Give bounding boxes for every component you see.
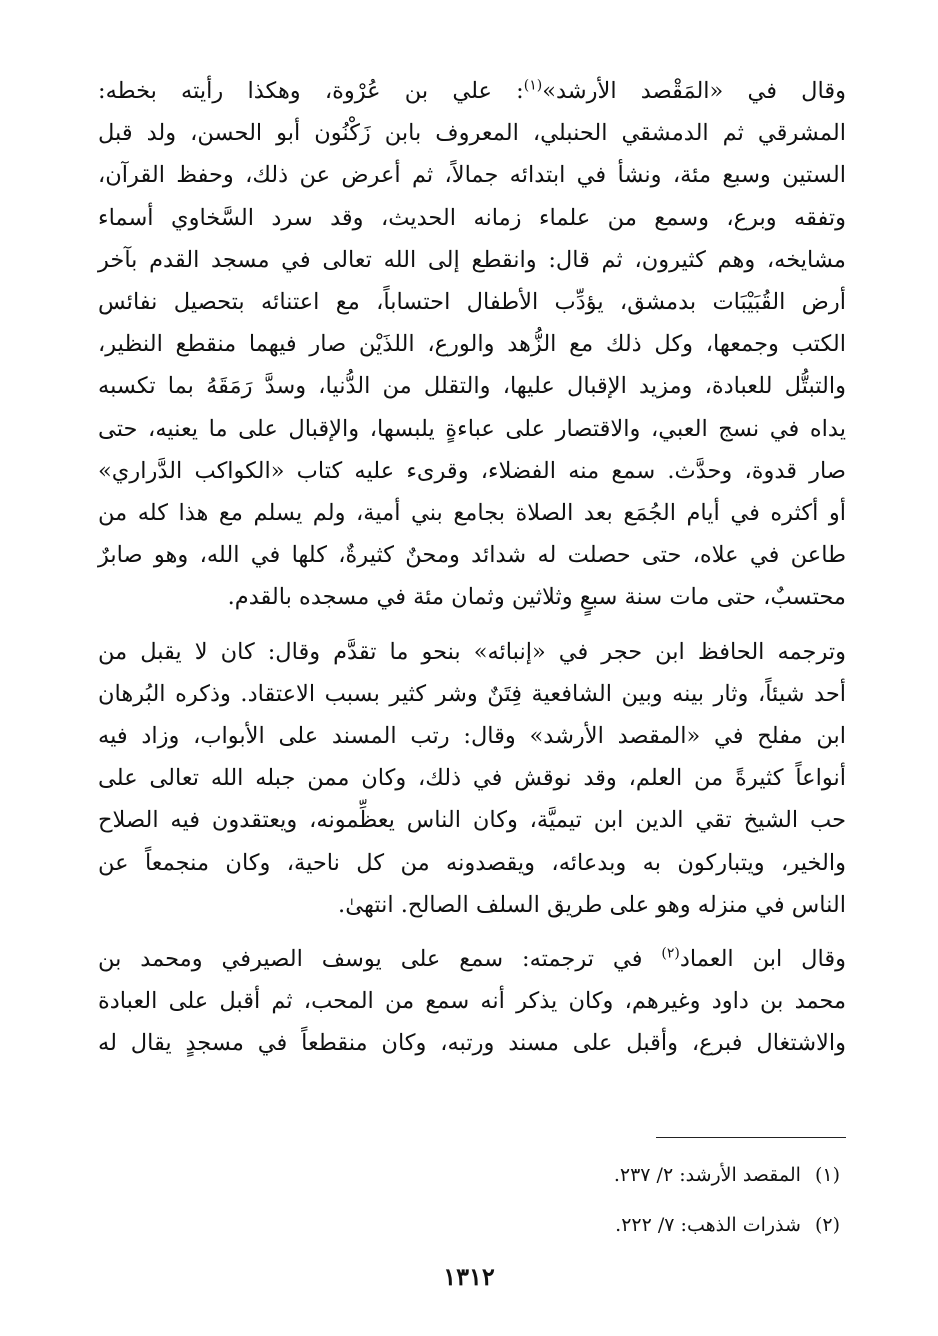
- footnote-ref-2[interactable]: (٢): [661, 945, 680, 962]
- footnote-separator: [656, 1137, 846, 1138]
- text-line: الستين وسبع مئة، ونشأ في ابتدائه جمالاً، ثم أعرض عن ذلك، وحفظ القرآن،: [98, 162, 846, 189]
- text-line: والاشتغال فبرع، وأقبل على مسند ورتبه، وكان منقطعاً في مسجدٍ يقال له: [98, 1030, 846, 1057]
- line-segment: في ترجمته: سمع على يوسف الصيرفي ومحمد بن: [98, 946, 662, 973]
- line-segment: وقال ابن العماد: [679, 946, 846, 973]
- text-line: المشرقي ثم الدمشقي الحنبلي، المعروف بابن زَكْنُون أبو الحسن، ولد قبل: [98, 120, 846, 147]
- page-number: ١٣١٢: [443, 1262, 495, 1291]
- line-segment: وقال في «المَقْصد الأرشد»: [542, 78, 846, 104]
- text-line: الناس في منزله وهو على طريق السلف الصالح. انتهىٰ.: [338, 891, 846, 918]
- text-line: طاعن في علاه، حتى حصلت له شدائد ومحنٌ كثيرةٌ، كلها في الله، وهو صابرٌ: [98, 542, 846, 569]
- text-line: أرض القُبَيْبَات بدمشق، يؤدِّب الأطفال احتساباً، مع اعتنائه بتحصيل نفائس: [98, 289, 846, 316]
- text-line: صار قدوة، وحدَّث. سمع منه الفضلاء، وقرىء عليه كتاب «الكواكب الدَّراري»: [98, 457, 846, 484]
- main-text: [98, 70, 846, 1065]
- footnote-number: (٢): [814, 1214, 840, 1236]
- text-line: أحد شيئاً، وثار بينه وبين الشافعية فِتَنٌ وشر كثير بسبب الاعتقاد. وذكره البُرهان: [98, 680, 846, 707]
- text-line: محمد بن داود وغيرهم، وكان يذكر أنه سمع من المحب، ثم أقبل على العبادة: [98, 988, 846, 1015]
- text-line: محتسبٌ، حتى مات سنة سبعٍ وثلاثين وثمان مئة في مسجده بالقدم.: [227, 584, 846, 611]
- footnote-text: شذرات الذهب: ٧/ ٢٢٢.: [615, 1214, 801, 1236]
- line-segment: : علي بن عُرْوة، وهكذا رأيته بخطه:: [98, 78, 524, 104]
- footnote-text: المقصد الأرشد: ٢/ ٢٣٧.: [613, 1164, 801, 1186]
- paragraph-2: [98, 631, 846, 926]
- text-line: والخير، ويتباركون به وبدعائه، ويقصدونه من كل ناحية، وكان منجمعاً عن: [98, 849, 846, 876]
- footnote-1: [240, 1150, 840, 1200]
- paragraph-1: [98, 70, 846, 619]
- text-line: ابن مفلح في «المقصد الأرشد» وقال: رتب المسند على الأبواب، وزاد فيه: [98, 723, 846, 750]
- footnote-2: [240, 1200, 840, 1250]
- text-line: الكتب وجمعها، وكل ذلك مع الزُّهد والورع، اللذَيْن صار فيهما منقطع النظير،: [98, 331, 846, 358]
- text-line: [98, 938, 846, 980]
- paragraph-3: [98, 938, 846, 1065]
- text-line: مشايخه، وهم كثيرون، ثم قال: وانقطع إلى الله تعالى في مسجد القدم بآخر: [98, 246, 846, 273]
- text-line: والتبتُّل للعبادة، ومزيد الإقبال عليها، والتقلل من الدُّنيا، وسدَّ رَمَقَهُ بما تكسبه: [98, 373, 846, 400]
- text-line: أو أكثره في أيام الجُمَع بعد الصلاة بجامع بني أمية، ولم يسلم مع هذا كله من: [98, 500, 846, 527]
- footnotes: [240, 1150, 840, 1250]
- text-line: حب الشيخ تقي الدين ابن تيميَّة، وكان الناس يعظِّمونه، ويعتقدون فيه الصلاح: [98, 807, 846, 834]
- footnote-ref-1[interactable]: (١): [523, 77, 543, 94]
- text-line: أنواعاً كثيرةً من العلم، وقد نوقش في ذلك، وكان ممن جبله الله تعالى على: [98, 765, 846, 792]
- text-line: وتفقه وبرع، وسمع من علماء زمانه الحديث، وقد سرد السَّخاوي أسماء: [98, 204, 846, 231]
- text-line: يداه في نسج العبي، والاقتصار على عباءةٍ يلبسها، والإقبال على ما يعنيه، حتى: [98, 415, 846, 442]
- text-line: وترجمه الحافظ ابن حجر في «إنبائه» بنحو ما تقدَّم وقال: كان لا يقبل من: [98, 638, 846, 665]
- text-line: [98, 70, 846, 112]
- footnote-number: (١): [814, 1164, 840, 1186]
